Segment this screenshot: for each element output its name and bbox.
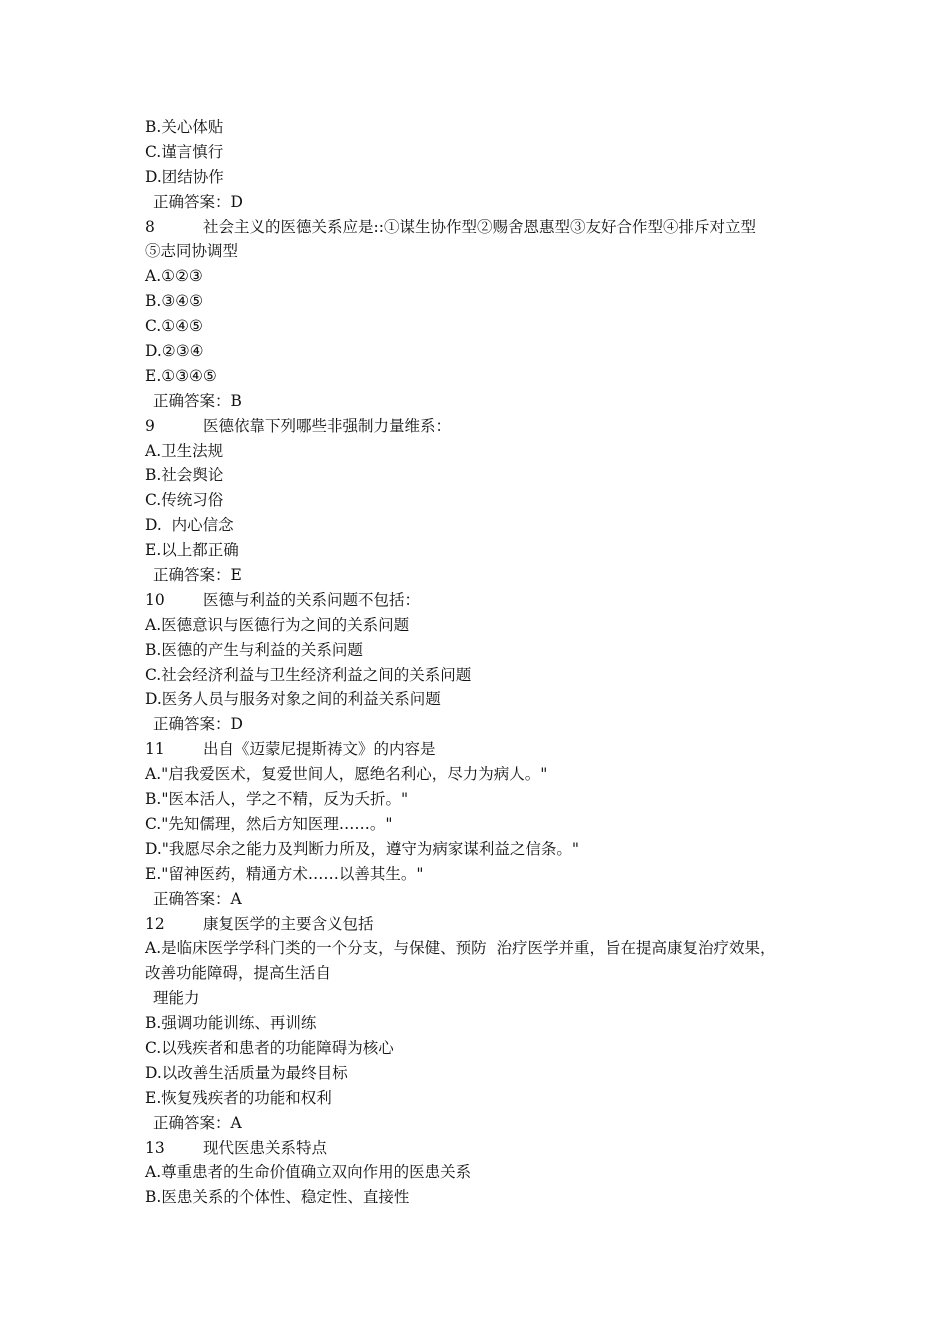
- q10-option-c: C.社会经济利益与卫生经济利益之间的关系问题: [145, 665, 472, 684]
- q11-option-e: E."留神医药，精通方术……以善其生。": [145, 864, 424, 883]
- q11-answer: 正确答案：A: [153, 889, 242, 908]
- q9-option-d: D. 内心信念: [145, 516, 234, 535]
- q8-option-a: A.①②③: [145, 267, 203, 286]
- q11-option-c: C."先知儒理，然后方知医理……。": [145, 814, 393, 833]
- q11-stem-line: [145, 737, 815, 762]
- q11-option-d: D."我愿尽余之能力及判断力所及，遵守为病家谋利益之信条。": [145, 839, 580, 858]
- q12-option-a-line3: 理能力: [153, 989, 200, 1008]
- q12-option-a-line1: A.是临床医学学科门类的一个分支，与保健、预防 治疗医学并重，旨在提高康复治疗效果，: [145, 939, 776, 958]
- q8-stem-line: [145, 215, 815, 240]
- q8-stem: 社会主义的医德关系应是::①谋生协作型②赐舍恩惠型③友好合作型④排斥对立型: [203, 217, 756, 236]
- q8-option-d: D.②③④: [145, 342, 204, 361]
- q9-option-a: A.卫生法规: [145, 441, 224, 460]
- q10-stem: 医德与利益的关系问题不包括：: [203, 590, 421, 609]
- q7-option-c: C.谨言慎行: [145, 142, 224, 161]
- q7-option-b: B.关心体贴: [145, 118, 224, 136]
- document-page: [145, 115, 815, 1210]
- q12-number: 12: [145, 914, 165, 933]
- q11-option-b: B."医本活人，学之不精，反为夭折。": [145, 790, 409, 809]
- q8-answer: 正确答案：B: [153, 391, 242, 410]
- q13-stem-line: [145, 1136, 815, 1161]
- q10-option-b: B.医德的产生与利益的关系问题: [145, 640, 363, 659]
- q7-option-d: D.团结协作: [145, 167, 224, 186]
- q8-option-e: E.①③④⑤: [145, 366, 217, 385]
- q12-option-c: C.以残疾者和患者的功能障碍为核心: [145, 1038, 394, 1057]
- q10-stem-line: [145, 588, 815, 613]
- q9-option-c: C.传统习俗: [145, 491, 224, 510]
- q12-option-a-line2: 改善功能障碍，提高生活自: [145, 964, 332, 983]
- q9-answer: 正确答案：E: [153, 566, 242, 585]
- q12-option-b: B.强调功能训练、再训练: [145, 1014, 317, 1033]
- q13-number: 13: [145, 1138, 165, 1157]
- q10-option-a: A.医德意识与医德行为之间的关系问题: [145, 615, 410, 634]
- q8-option-c: C.①④⑤: [145, 317, 203, 336]
- q9-number: 9: [145, 416, 155, 435]
- q9-stem-line: [145, 414, 815, 439]
- q10-number: 10: [145, 590, 165, 609]
- q12-option-d: D.以改善生活质量为最终目标: [145, 1063, 348, 1082]
- q11-option-a: A."启我爱医术，复爱世间人，愿绝名利心，尽力为病人。": [145, 765, 548, 784]
- q9-option-e: E.以上都正确: [145, 541, 239, 560]
- q11-stem: 出自《迈蒙尼提斯祷文》的内容是: [203, 740, 436, 759]
- q12-answer: 正确答案：A: [153, 1113, 242, 1132]
- q10-answer: 正确答案：D: [153, 715, 243, 734]
- q10-option-d: D.医务人员与服务对象之间的利益关系问题: [145, 690, 441, 709]
- q13-stem: 现代医患关系特点: [203, 1138, 328, 1157]
- q12-option-e: E.恢复残疾者的功能和权利: [145, 1088, 332, 1107]
- q7-answer: 正确答案：D: [153, 192, 243, 211]
- q8-number: 8: [145, 217, 155, 236]
- q11-number: 11: [145, 740, 165, 759]
- q9-stem: 医德依靠下列哪些非强制力量维系：: [203, 416, 452, 435]
- q12-stem-line: [145, 912, 815, 937]
- q8-option-b: B.③④⑤: [145, 292, 204, 311]
- q9-option-b: B.社会舆论: [145, 466, 224, 485]
- q12-stem: 康复医学的主要含义包括: [203, 914, 374, 933]
- q8-stem-continued: ⑤志同协调型: [145, 242, 239, 261]
- q13-option-a: A.尊重患者的生命价值确立双向作用的医患关系: [145, 1163, 472, 1182]
- q13-option-b: B.医患关系的个体性、稳定性、直接性: [145, 1188, 410, 1207]
